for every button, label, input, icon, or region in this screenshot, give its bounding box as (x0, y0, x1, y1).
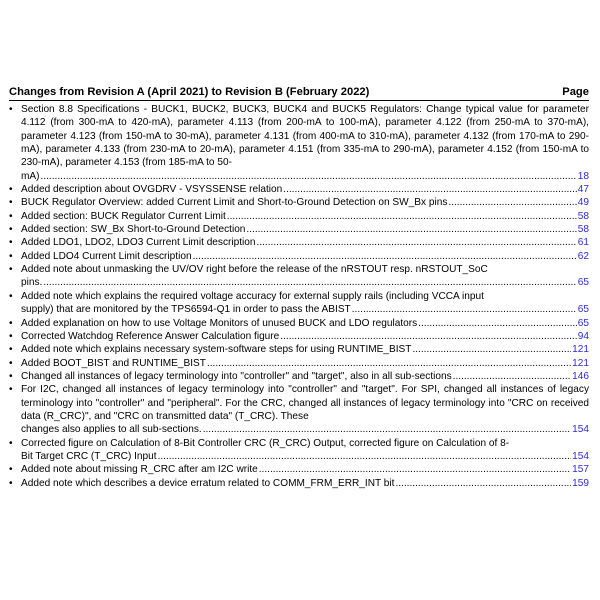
dot-leader (259, 463, 571, 476)
page-link[interactable]: 58 (577, 210, 589, 222)
page-link[interactable]: 49 (577, 197, 589, 209)
change-text: • Section 8.8 Specifications - BUCK1, BUCK2, BUCK3, BUCK4 and BUCK5 Regulators: Change typical value for parameter 4.112 (from 300-mA to 420-mA), parameter 4.113 (from 200-mA to 100-mA), parameter 4.122 (from 250-mA to 370-mA), parameter 4.123 (from 150-mA to 30-mA), parameter 4.131 (from 400-mA to 310-mA), parameter 4.132 (from 170-mA to 290-mA), parameter 4.133 (from 230-mA to 20-mA), parameter 4.151 (from 335-mA to 290-mA), parameter 4.152 (from 150-mA to 230-mA), parameter 4.153 (from 185-mA to 50- (21, 104, 589, 169)
page-link[interactable]: 61 (577, 237, 589, 249)
dot-leader (280, 330, 576, 343)
change-item (9, 463, 589, 476)
change-item (9, 357, 589, 370)
dot-leader (257, 236, 577, 249)
change-item (9, 317, 589, 330)
change-item (9, 343, 589, 356)
page-link[interactable]: 146 (572, 370, 589, 382)
page-link[interactable]: 154 (572, 424, 589, 436)
change-item (9, 383, 589, 436)
change-item (9, 437, 589, 464)
change-text: • Added note about unmasking the UV/OV right before the release of the nRSTOUT resp. nRSTOUT_SoC (21, 264, 488, 276)
dot-leader (395, 477, 571, 490)
page-link[interactable]: 154 (572, 450, 589, 462)
dot-leader (412, 343, 571, 356)
page-link[interactable]: 65 (577, 277, 589, 289)
change-text: • Added note which describes a device erratum related to COMM_FRM_ERR_INT bit (21, 477, 395, 489)
change-text-tail: Bit Target CRC (T_CRC) Input (21, 450, 157, 462)
change-text-tail: mA) (21, 170, 40, 182)
change-item (9, 330, 589, 343)
change-item (9, 223, 589, 236)
change-text: • Added note which explains necessary system-software steps for using RUNTIME_BIST (21, 344, 412, 356)
page-link[interactable]: 58 (577, 224, 589, 236)
page-link[interactable]: 47 (577, 184, 589, 196)
change-text: • Added LDO4 Current Limit description (21, 250, 192, 262)
change-text: • Added section: SW_Bx Short-to-Ground Detection (21, 224, 246, 236)
change-text: • Changed all instances of legacy terminology into "controller" and "target", also in all sub-sections (21, 370, 452, 382)
dot-leader (158, 450, 572, 463)
page-link[interactable]: 65 (577, 317, 589, 329)
change-item (9, 263, 589, 290)
change-text: • Added note which explains the required voltage accuracy for external supply rails (including VCCA input (21, 290, 484, 302)
change-text: • Added note about missing R_CRC after am I2C write (21, 464, 258, 476)
dot-leader (193, 250, 577, 263)
change-text: • Added description about OVGDRV - VSYSSENSE relation (21, 184, 283, 196)
change-text: • Corrected figure on Calculation of 8-Bit Controller CRC (R_CRC) Output, corrected figure on Calculation of 8- (21, 437, 510, 449)
dot-leader (453, 370, 572, 383)
change-list (9, 103, 589, 490)
dot-leader (283, 183, 577, 196)
change-item (9, 210, 589, 223)
dot-leader (448, 196, 576, 209)
change-text: • Added LDO1, LDO2, LDO3 Current Limit description (21, 237, 256, 249)
change-item (9, 370, 589, 383)
dot-leader (41, 170, 577, 183)
page-link[interactable]: 121 (572, 357, 589, 369)
change-text: • BUCK Regulator Overview: added Current Limit and Short-to-Ground Detection on SW_Bx pins (21, 197, 448, 209)
page-link[interactable]: 62 (577, 250, 589, 262)
change-item (9, 477, 589, 490)
page-link[interactable]: 121 (572, 344, 589, 356)
change-text-tail: changes also applies to all sub-sections. (21, 424, 202, 436)
dot-leader (43, 276, 576, 289)
revision-header (9, 86, 589, 101)
change-text-tail: supply) that are monitored by the TPS6594-Q1 in order to pass the ABIST (21, 304, 351, 316)
page-link[interactable]: 159 (572, 477, 589, 489)
change-item (9, 236, 589, 249)
change-text: • Added BOOT_BIST and RUNTIME_BIST (21, 357, 206, 369)
change-text: • Corrected Watchdog Reference Answer Calculation figure (21, 330, 280, 342)
dot-leader (418, 317, 577, 330)
dot-leader (227, 210, 577, 223)
change-item (9, 290, 589, 317)
dot-leader (352, 303, 577, 316)
dot-leader (207, 357, 571, 370)
change-text: • Added section: BUCK Regulator Current Limit (21, 210, 226, 222)
change-item (9, 196, 589, 209)
page-link[interactable]: 18 (577, 170, 589, 182)
page-link[interactable]: 94 (577, 330, 589, 342)
dot-leader (203, 423, 571, 436)
change-text-tail: pins. (21, 277, 43, 289)
change-text: • For I2C, changed all instances of legacy terminology into "controller" and "target". For SPI, changed all instances of legacy terminology into "controller" and "peripheral". For the CRC, changed all instances of legacy terminology into "CRC on received data (R_CRC)", and "CRC on transmitted data" (T_CRC). These (21, 384, 589, 422)
page-link[interactable]: 65 (577, 304, 589, 316)
revision-title: Changes from Revision A (April 2021) to Revision B (February 2022) (9, 86, 370, 98)
change-text: • Added explanation on how to use Voltage Monitors of unused BUCK and LDO regulators (21, 317, 418, 329)
page-column-label: Page (562, 86, 589, 98)
dot-leader (246, 223, 576, 236)
change-item (9, 183, 589, 196)
change-item (9, 250, 589, 263)
change-item (9, 103, 589, 183)
page-link[interactable]: 157 (572, 464, 589, 476)
